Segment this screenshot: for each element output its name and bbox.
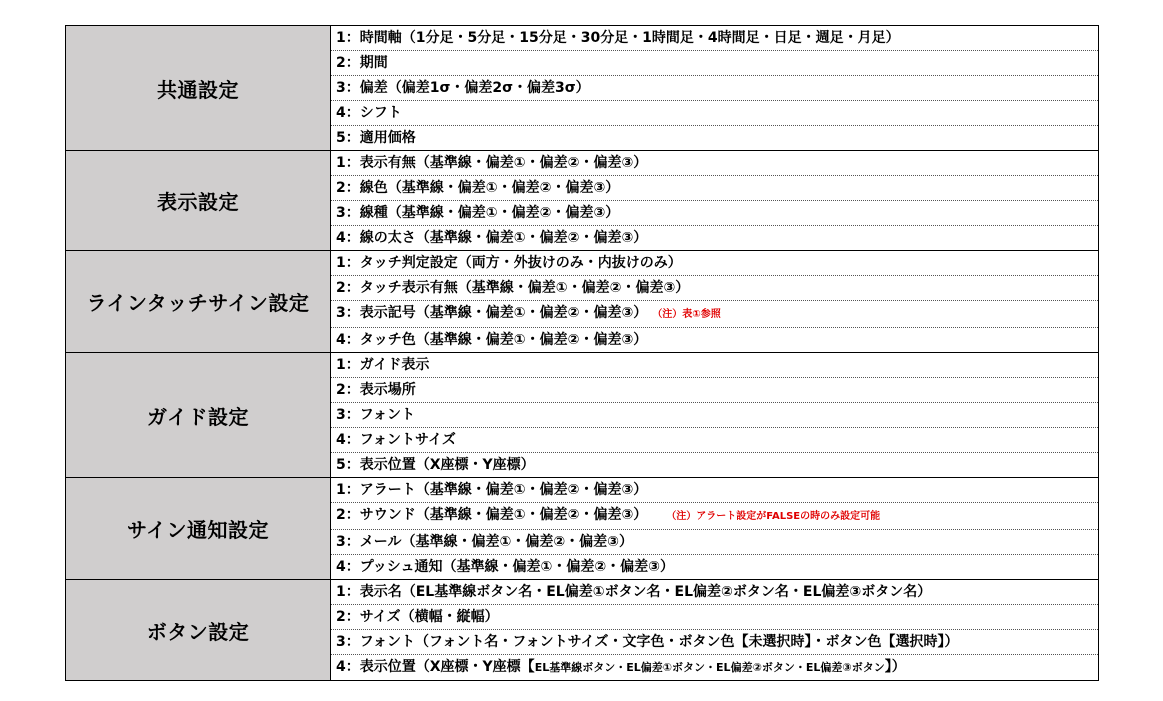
table-row [66, 353, 1099, 378]
setting-item: 3：フォント（フォント名・フォントサイズ・文字色・ボタン色【未選択時】・ボタン色【選択時】） [331, 630, 1099, 655]
setting-item: 3：メール（基準線・偏差①・偏差②・偏差③） [331, 530, 1099, 555]
setting-item: 4：シフト [331, 101, 1099, 126]
setting-item-text: 2：サウンド（基準線・偏差①・偏差②・偏差③） [336, 507, 648, 523]
setting-item: 5：表示位置（X座標・Y座標） [331, 453, 1099, 478]
setting-item-prefix: 4：表示位置（X座標・Y座標【 [336, 659, 535, 675]
setting-item: 1：表示有無（基準線・偏差①・偏差②・偏差③） [331, 151, 1099, 176]
setting-item: 3：偏差（偏差1σ・偏差2σ・偏差3σ） [331, 76, 1099, 101]
table-row [66, 478, 1099, 503]
note-text: （注）アラート設定がFALSEの時のみ設定可能 [671, 511, 881, 522]
setting-item: 1：ガイド表示 [331, 353, 1099, 378]
setting-item-text: 3：表示記号（基準線・偏差①・偏差②・偏差③） [336, 305, 648, 321]
table-row [66, 151, 1099, 176]
setting-item: 4：フォントサイズ [331, 428, 1099, 453]
setting-item: 3：線種（基準線・偏差①・偏差②・偏差③） [331, 201, 1099, 226]
setting-item [331, 503, 1099, 530]
setting-item: 4：プッシュ通知（基準線・偏差①・偏差②・偏差③） [331, 555, 1099, 580]
table-row [66, 580, 1099, 605]
category-guide-settings: ガイド設定 [66, 353, 331, 478]
category-button-settings: ボタン設定 [66, 580, 331, 681]
note-text: （注）表①参照 [657, 309, 721, 320]
setting-item: 1：タッチ判定設定（両方・外抜けのみ・内抜けのみ） [331, 251, 1099, 276]
setting-item: 2：線色（基準線・偏差①・偏差②・偏差③） [331, 176, 1099, 201]
setting-item: 1：表示名（EL基準線ボタン名・EL偏差①ボタン名・EL偏差②ボタン名・EL偏差③ボタン名） [331, 580, 1099, 605]
setting-item: 2：期間 [331, 51, 1099, 76]
setting-item: 1：時間軸（1分足・5分足・15分足・30分足・1時間足・4時間足・日足・週足・月足） [331, 26, 1099, 51]
setting-item-suffix: 】） [884, 659, 906, 675]
table-row [66, 26, 1099, 51]
settings-table [65, 25, 1099, 681]
setting-item: 2：タッチ表示有無（基準線・偏差①・偏差②・偏差③） [331, 276, 1099, 301]
category-sign-notification-settings: サイン通知設定 [66, 478, 331, 580]
setting-item: 1：アラート（基準線・偏差①・偏差②・偏差③） [331, 478, 1099, 503]
category-display-settings: 表示設定 [66, 151, 331, 251]
setting-item-detail: EL基準線ボタン・EL偏差①ボタン・EL偏差②ボタン・EL偏差③ボタン [534, 661, 885, 674]
setting-item: 5：適用価格 [331, 126, 1099, 151]
setting-item: 3：フォント [331, 403, 1099, 428]
setting-item: 4：タッチ色（基準線・偏差①・偏差②・偏差③） [331, 328, 1099, 353]
table-row [66, 251, 1099, 276]
setting-item [331, 655, 1099, 681]
setting-item: 2：サイズ（横幅・縦幅） [331, 605, 1099, 630]
setting-item: 2：表示場所 [331, 378, 1099, 403]
category-common-settings: 共通設定 [66, 26, 331, 151]
category-line-touch-sign-settings: ラインタッチサイン設定 [66, 251, 331, 353]
setting-item [331, 301, 1099, 328]
setting-item: 4：線の太さ（基準線・偏差①・偏差②・偏差③） [331, 226, 1099, 251]
